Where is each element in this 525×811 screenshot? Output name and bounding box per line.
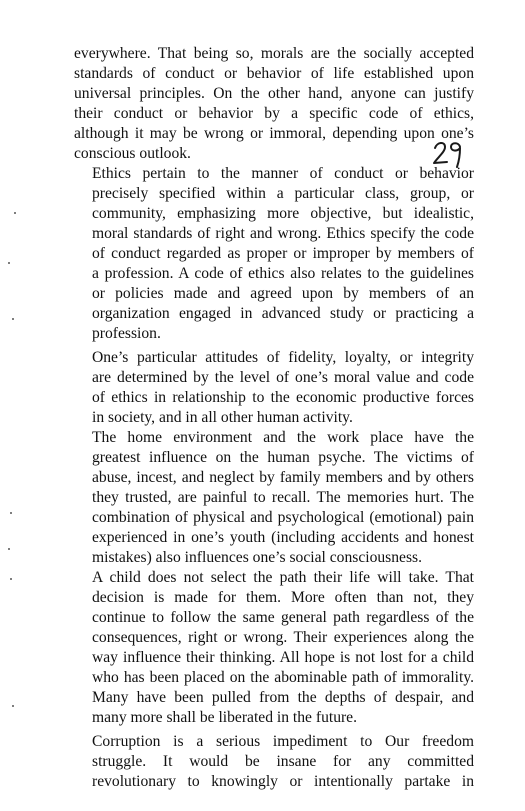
text-line: decision is made for them. More often than not, they (92, 589, 474, 606)
text-line: who has been placed on the abominable path of immorality. (92, 669, 474, 686)
paragraph (74, 164, 474, 344)
text-line: or policies made and agreed upon by members of an (92, 285, 474, 302)
text-line: precisely specified within a particular class, group, or (92, 185, 474, 202)
text-line: their conduct or behavior by a specific code of ethics, (74, 105, 474, 122)
text-line: universal principles. On the other hand, anyone can justify (74, 85, 474, 102)
text-line: many more shall be liberated in the future. (92, 709, 358, 726)
scan-speck (10, 578, 12, 580)
paragraph (74, 428, 474, 568)
text-line: Corruption is a serious impediment to Our freedom (92, 733, 474, 750)
paragraph (74, 568, 474, 728)
text-line: One’s particular attitudes of fidelity, loyalty, or integrity (92, 349, 474, 366)
text-line: are determined by the level of one’s moral value and code (92, 369, 474, 386)
paragraph (74, 348, 474, 428)
text-line: standards of conduct or behavior of life established upon (74, 65, 474, 82)
text-line: revolutionary to knowingly or intentionally partake in (92, 773, 474, 790)
text-line: Ethics pertain to the manner of conduct or behavior (92, 165, 474, 182)
text-line: moral standards of right and wrong. Ethics specify the code (92, 225, 474, 242)
text-line: abuse, incest, and neglect by family members and by others (92, 469, 474, 486)
text-line: although it may be wrong or immoral, depending upon one’s (74, 125, 474, 142)
text-line: A child does not select the path their life will take. That (92, 569, 474, 586)
text-line: conscious outlook. (74, 145, 191, 162)
text-line: greatest influence on the human psyche. The victims of (92, 449, 474, 466)
text-line: The home environment and the work place have the (92, 429, 474, 446)
text-line: organization engaged in advanced study or practicing a (92, 305, 474, 322)
text-line: consequences, right or wrong. Their experiences along the (92, 629, 474, 646)
text-line: mistakes) also influences one’s social consciousness. (92, 549, 422, 566)
paragraph (74, 732, 474, 792)
scan-speck (12, 318, 14, 320)
scan-speck (12, 705, 14, 707)
text-line: community, emphasizing more objective, but idealistic, (92, 205, 474, 222)
text-line: of ethics in relationship to the economic productive forces (92, 389, 474, 406)
text-line: combination of physical and psychological (emotional) pain (92, 509, 474, 526)
text-line: profession. (92, 325, 161, 342)
scan-speck (8, 262, 10, 264)
scan-speck (10, 512, 12, 514)
handwritten-page-number (432, 138, 466, 168)
text-line: Many have been pulled from the depths of despair, and (92, 689, 474, 706)
text-line: of conduct regarded as proper or improper by members of (92, 245, 474, 262)
scan-speck (14, 212, 16, 214)
scan-speck (8, 548, 10, 550)
paragraph (74, 44, 474, 164)
text-line: way influence their thinking. All hope is not lost for a child (92, 649, 474, 666)
text-line: a profession. A code of ethics also relates to the guidelines (92, 265, 474, 282)
text-line: in society, and in all other human activity. (92, 409, 353, 426)
text-line: continue to follow the same general path regardless of the (92, 609, 474, 626)
text-line: everywhere. That being so, morals are the socially accepted (74, 45, 474, 62)
text-line: struggle. It would be insane for any committed (92, 753, 474, 770)
text-line: they trusted, are painful to recall. The memories hurt. The (92, 489, 474, 506)
body-text (74, 44, 474, 792)
text-line: experienced in one’s youth (including accidents and honest (92, 529, 474, 546)
